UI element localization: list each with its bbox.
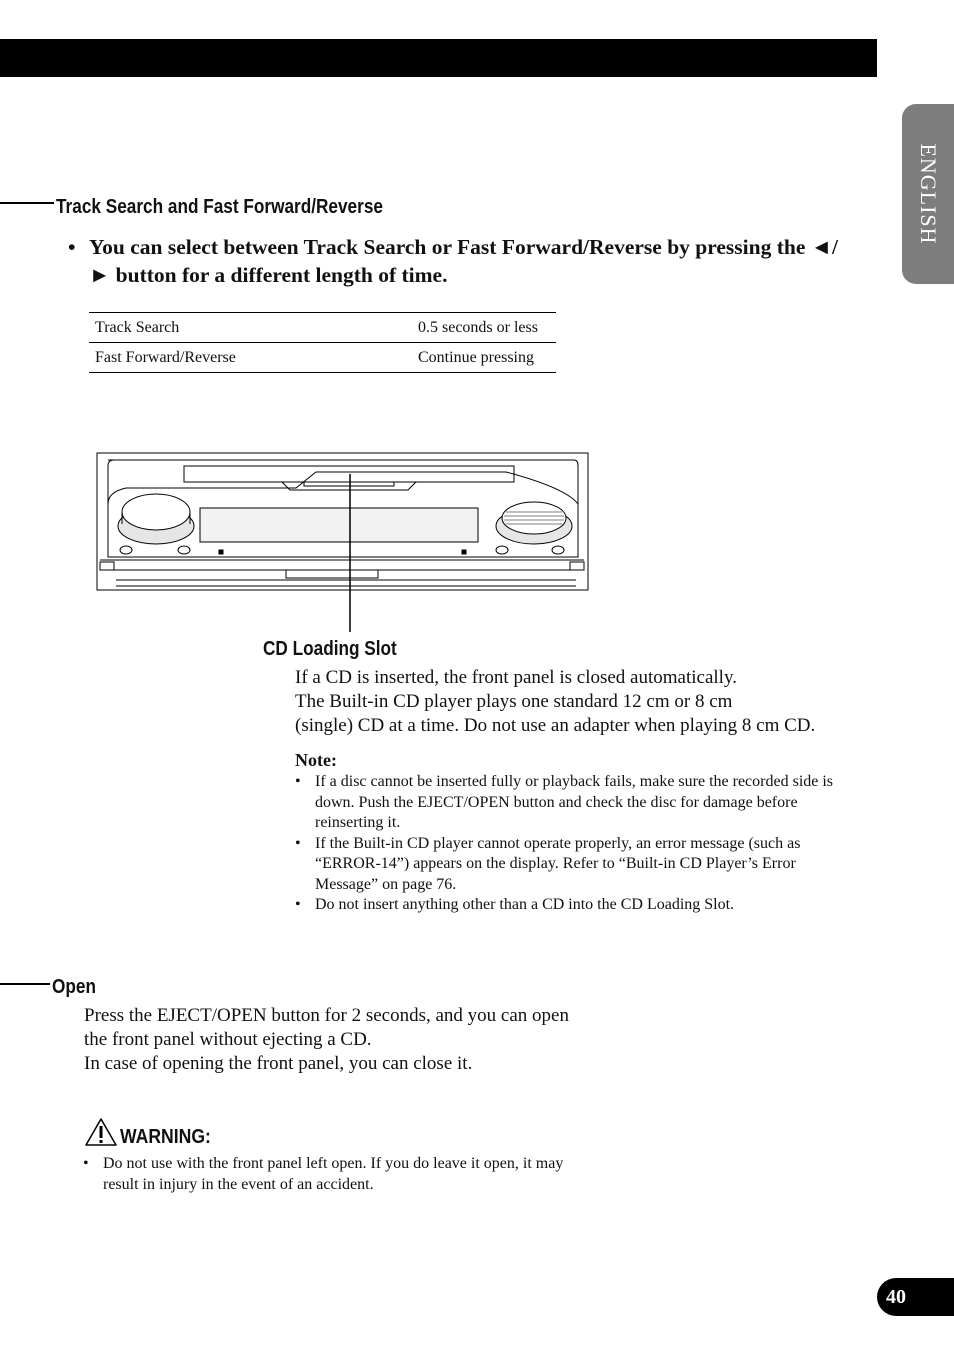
open-heading: Open [52, 976, 96, 998]
section-rule [0, 202, 54, 204]
text-line: In case of opening the front panel, you can close it. [84, 1053, 473, 1074]
table-row [89, 343, 556, 373]
note-title: Note: [295, 750, 337, 770]
page-number: 40 [877, 1278, 954, 1316]
warning-list [83, 1154, 583, 1195]
table-cell-duration: Continue pressing [418, 348, 534, 366]
text-line: Press the EJECT/OPEN button for 2 seconds, and you can open [84, 1005, 569, 1026]
language-tab-label: ENGLISH [916, 143, 941, 245]
table-cell-action: Track Search [95, 318, 180, 336]
right-knob [496, 502, 572, 544]
warning-triangle-icon [84, 1117, 118, 1147]
text-line: The Built-in CD player plays one standard 12 cm or 8 cm [295, 691, 733, 712]
note-list [295, 772, 835, 916]
left-knob [118, 494, 194, 544]
head-unit-illustration [96, 452, 596, 632]
header-bar [0, 39, 877, 77]
warning-heading [84, 1117, 223, 1147]
table-cell-duration: 0.5 seconds or less [418, 318, 538, 336]
text-line: If a CD is inserted, the front panel is closed automatically. [295, 667, 737, 688]
section-rule [0, 983, 50, 985]
cd-loading-slot [184, 466, 514, 482]
list-item: • Do not use with the front panel left open. If you do leave it open, it may result in injury in the event of an accident. [83, 1154, 583, 1195]
warning-label: WARNING: [120, 1126, 211, 1148]
language-tab [902, 104, 954, 284]
text-line: the front panel without ejecting a CD. [84, 1029, 372, 1050]
button-timing-table [89, 312, 556, 373]
cd-loading-slot-description [295, 666, 815, 738]
open-description [84, 1004, 569, 1076]
table-cell-action: Fast Forward/Reverse [95, 348, 236, 366]
list-item: • If the Built-in CD player cannot operate properly, an error message (such as “ERROR-14”) appears on the display. Refer to “Built-in CD Player’s Error Message” on page 76. [295, 834, 835, 896]
track-search-heading: Track Search and Fast Forward/Reverse [56, 196, 383, 218]
list-item: • If a disc cannot be inserted fully or playback fails, make sure the recorded side is down. Push the EJECT/OPEN button and check the disc for damage before reinserting it. [295, 772, 835, 834]
track-search-bullet: • You can select between Track Search or Fast Forward/Reverse by pressing the ◄/► button for a different length of time. [68, 235, 839, 287]
panel-buttons [120, 546, 564, 554]
cd-loading-slot-heading: CD Loading Slot [263, 638, 397, 660]
display-window [200, 508, 478, 542]
table-row [89, 313, 556, 343]
list-item: • Do not insert anything other than a CD into the CD Loading Slot. [295, 895, 835, 916]
text-line: (single) CD at a time. Do not use an adapter when playing 8 cm CD. [295, 715, 816, 736]
